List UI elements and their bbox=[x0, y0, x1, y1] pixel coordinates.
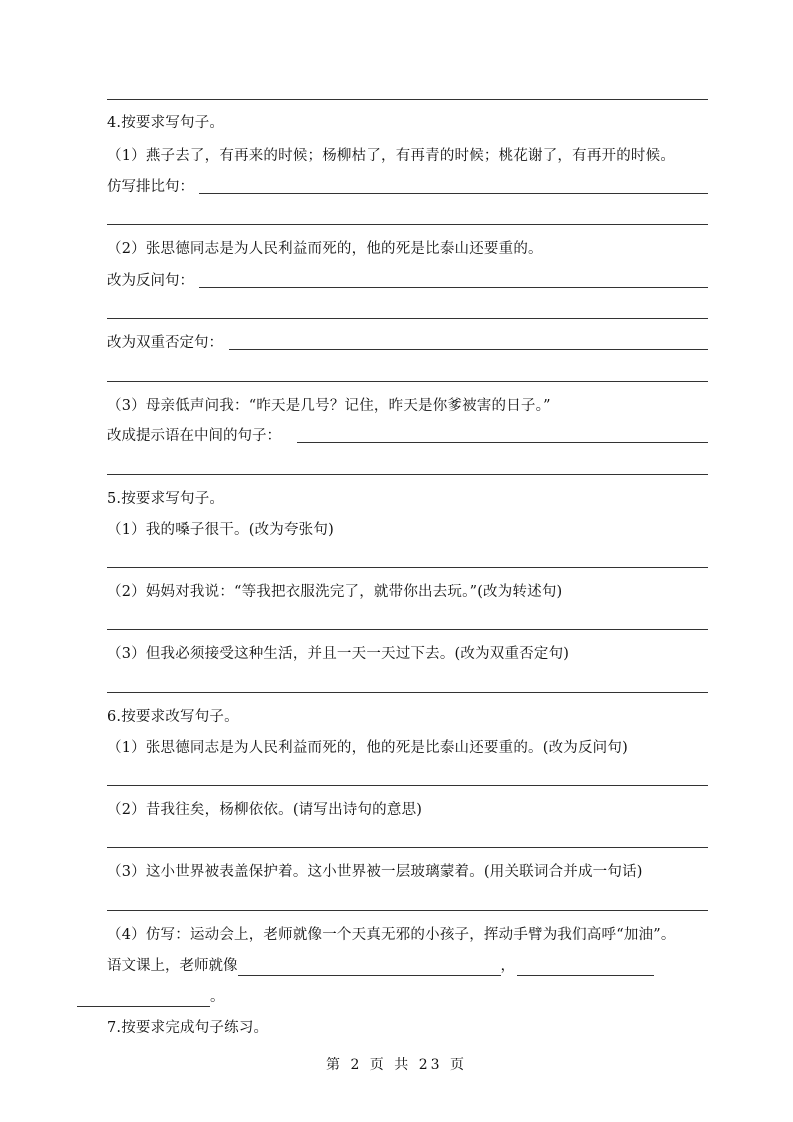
q6-imitation-row bbox=[107, 956, 654, 976]
q6-imitation-prefix: 语文课上，老师就像 bbox=[107, 958, 238, 974]
page-number: 第 2 页 共 23 页 bbox=[326, 1057, 467, 1073]
q4-sentence-2: （2）张思德同志是为人民利益而死的，他的死是比泰山还要重的。 bbox=[107, 241, 543, 257]
q5-sentence-2: （2）妈妈对我说：“等我把衣服洗完了，就带你出去玩。”(改为转述句) bbox=[107, 584, 563, 600]
q5-sentence-3: （3）但我必须接受这种生活，并且一天一天过下去。(改为双重否定句) bbox=[107, 646, 570, 662]
q6-sentence-4: （4）仿写：运动会上，老师就像一个天真无邪的小孩子，挥动手臂为我们高呼“加油”。 bbox=[107, 927, 676, 943]
answer-line[interactable] bbox=[107, 381, 708, 382]
q6-imitation-period: 。 bbox=[210, 989, 225, 1005]
answer-line[interactable] bbox=[107, 99, 708, 100]
answer-blank[interactable] bbox=[238, 959, 501, 976]
q4-prompt-double-negative: 改为双重否定句： bbox=[107, 335, 223, 351]
answer-line[interactable] bbox=[107, 910, 708, 911]
q6-sentence-1: （1）张思德同志是为人民利益而死的，他的死是比泰山还要重的。(改为反问句) bbox=[107, 740, 628, 756]
answer-line[interactable] bbox=[107, 847, 708, 848]
q4-title: 4.按要求写句子。 bbox=[107, 115, 225, 131]
answer-line[interactable] bbox=[107, 224, 708, 225]
q4-sentence-3: （3）母亲低声问我：“昨天是几号？记住，昨天是你爹被害的日子。” bbox=[107, 398, 551, 414]
answer-line[interactable] bbox=[107, 629, 708, 630]
answer-line[interactable] bbox=[199, 193, 708, 194]
q6-imitation-row-2 bbox=[77, 987, 225, 1007]
answer-line[interactable] bbox=[107, 785, 708, 786]
q6-title: 6.按要求改写句子。 bbox=[107, 709, 239, 725]
answer-blank[interactable] bbox=[517, 959, 654, 976]
answer-line[interactable] bbox=[107, 567, 708, 568]
q5-title: 5.按要求写句子。 bbox=[107, 491, 225, 507]
answer-blank[interactable] bbox=[77, 990, 210, 1007]
answer-line[interactable] bbox=[297, 442, 708, 443]
q6-sentence-2: （2）昔我往矣，杨柳依依。(请写出诗句的意思) bbox=[107, 802, 423, 818]
answer-line[interactable] bbox=[107, 474, 708, 475]
answer-line[interactable] bbox=[107, 692, 708, 693]
answer-line[interactable] bbox=[199, 287, 708, 288]
q4-prompt-rhetorical: 改为反问句： bbox=[107, 273, 194, 289]
q5-sentence-1: （1）我的嗓子很干。(改为夸张句) bbox=[107, 522, 334, 538]
q6-sentence-3: （3）这小世界被表盖保护着。这小世界被一层玻璃蒙着。(用关联词合并成一句话) bbox=[107, 864, 643, 880]
q4-prompt-middle-tag: 改成提示语在中间的句子： bbox=[107, 428, 281, 444]
q4-sentence-1: （1）燕子去了，有再来的时候；杨柳枯了，有再青的时候；桃花谢了，有再开的时候。 bbox=[107, 148, 676, 164]
q4-prompt-parallel: 仿写排比句： bbox=[107, 179, 194, 195]
answer-line[interactable] bbox=[229, 349, 708, 350]
q7-title: 7.按要求完成句子练习。 bbox=[107, 1020, 269, 1036]
answer-line[interactable] bbox=[107, 318, 708, 319]
q6-imitation-comma: ， bbox=[500, 958, 515, 974]
